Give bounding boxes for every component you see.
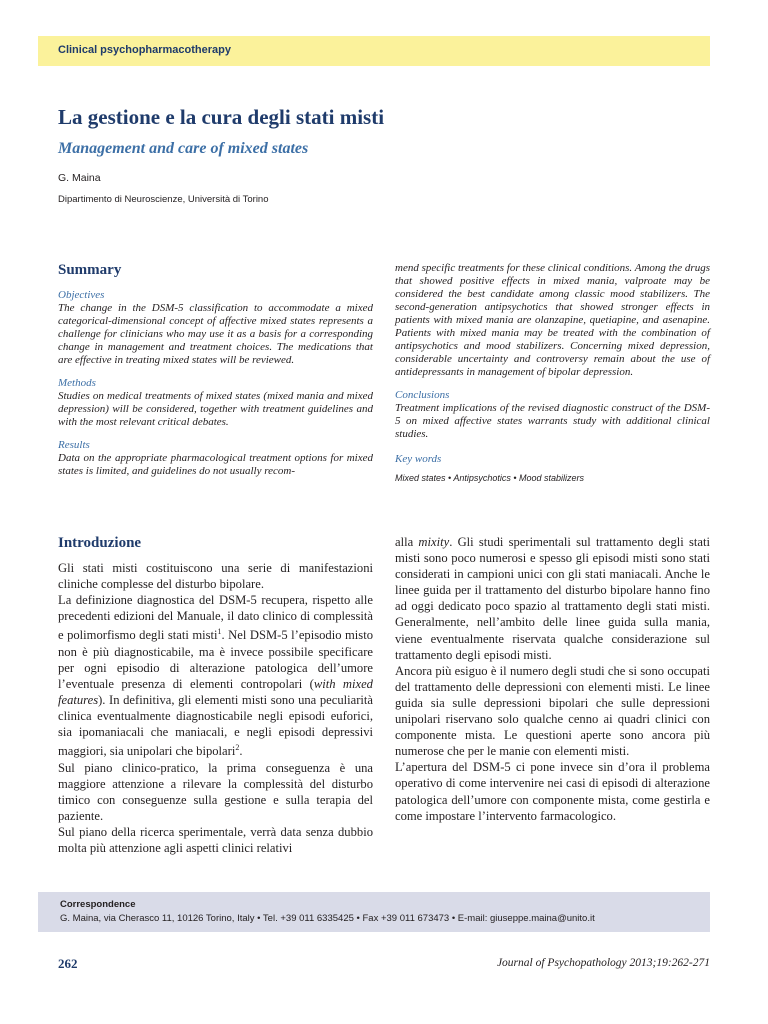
keywords-text: Mixed states • Antipsychotics • Mood stabilizers [395,473,585,483]
correspondence-label: Correspondence [60,899,136,910]
intro-column-left [58,535,373,856]
page-number: 262 [58,956,78,971]
author-name: G. Maina [58,172,101,184]
summary-heading: Summary [58,262,122,278]
intro-p2-text-b: . Nel DSM-5 l’episodio misto non è più diagnosticabile, ma è invece possibile specificare per ogni episodio di alterazione patologica dell’umore l’eventuale presenza di elementi contropolari ( [58,628,373,691]
results-heading: Results [58,439,90,451]
article-title: La gestione e la cura degli stati misti [58,105,385,129]
intro-p5-text-c: . Gli studi sperimentali sul trattamento degli stati misti sono poco numerosi e spesso gli episodi misti sono stati considerati in campioni unici con gli stati maniacali. Anche le linee guida per il trattamento del disturbo bipolare hanno fino ad oggi dedicato poco spazio al trattamento degli stati misti. Generalmente, nell’ambito delle linee guida sulla mania, viene eventualmente riservata qualche considerazione sul trattamento degli episodi misti. [395,535,710,662]
intro-p2-text-d: ). In definitiva, gli elementi misti sono una peculiarità clinica eventualmente diagnosticabile negli episodi euforici, sia ipomaniacali che maniacali, e negli episodi depressivi maggiori, sia unipolari che bipolari [58,692,373,759]
article-subtitle: Management and care of mixed states [58,140,309,157]
methods-heading: Methods [58,377,96,389]
section-header-band [38,36,710,66]
author-affiliation: Dipartimento di Neuroscienze, Università di Torino [58,194,269,205]
section-label: Clinical psychopharmacotherapy [58,44,231,56]
intro-p2-italic: with mixed features [58,676,373,707]
conclusions-heading: Conclusions [395,389,450,401]
intro-p2-text-e: . [239,744,243,759]
summary-column-right [395,262,710,483]
reference-2[interactable]: 2 [235,743,240,753]
correspondence-box [38,892,710,932]
conclusions-text: Treatment implications of the revised diagnostic construct of the DSM-5 on mixed affective states warrants study with additional clinical studies. [395,402,710,440]
journal-citation: Journal of Psychopathology 2013;19:262-271 [496,957,710,969]
correspondence-text: G. Maina, via Cherasco 11, 10126 Torino, Italy • Tel. +39 011 6335425 • Fax +39 011 673473 • E-mail: giuseppe.maina@unito.it [60,913,595,924]
intro-paragraph-1: Gli stati misti costituiscono una serie di manifestazioni cliniche complesse del disturbo bipolare. [58,561,373,592]
results-text-part1: Data on the appropriate pharmacological treatment options for mixed states is limited, and guidelines do not usually recom- [58,452,373,477]
methods-text: Studies on medical treatments of mixed states (mixed mania and mixed depression) will be considered, together with treatment guidelines and with the most relevant critical debates. [58,390,373,428]
intro-paragraph-6: Ancora più esiguo è il numero degli studi che si sono occupati del trattamento delle depressioni con elementi misti. Le linee guida sia sulle depressioni bipolari che sulle depressioni unipolari riservano solo qualche cenno ai quadri clinici con componente mista. Le questioni aperte sono ancora più numerose che per le manie con elementi misti. [395,663,710,759]
summary-column-left [58,262,373,478]
results-text-part2: mend specific treatments for these clinical conditions. Among the drugs that showed positive effects in mixed mania, valproate may be considered the best candidate among classic mood stabilizers. The second-generation antipsychotics that showed stronger effects in patients with mixed mania are olanzapine, quetiapine, and asenapine. Patients with mixed mania may be treated with the combination of antipsychotics and mood stabilizers. Concerning mixed depression, considerable uncertainty and controversy remain about the use of antidepressants in management of bipolar depression. [395,262,710,378]
keywords-heading: Key words [395,453,442,465]
intro-p5-italic: mixity [418,535,450,549]
intro-paragraph-2 [58,592,373,759]
intro-p5-text-a: alla [395,535,419,549]
intro-paragraph-5 [395,534,710,663]
intro-heading: Introduzione [58,535,142,551]
objectives-text: The change in the DSM-5 classification to accommodate a mixed categorical-dimensional concept of affective mixed states represents a challenge for clinicians who may use it as a basis for a corresponding change in management and treatment choices. The medications that are effective in treating mixed states will be reviewed. [58,302,373,366]
intro-paragraph-4: Sul piano della ricerca sperimentale, verrà data senza dubbio molta più attenzione agli aspetti clinici relativi [58,824,373,855]
intro-column-right [395,534,710,824]
objectives-heading: Objectives [58,289,105,301]
reference-1[interactable]: 1 [217,627,222,637]
intro-p2-text-a: La definizione diagnostica del DSM-5 recupera, rispetto alle precedenti edizioni del Manuale, il dato clinico di complessità e polimorfismo degli stati misti [58,593,373,643]
intro-paragraph-3: Sul piano clinico-pratico, la prima conseguenza è una maggiore attenzione a rilevare la complessità del disturbo timico con conseguenze sulla gestione e sulla terapia del paziente. [58,760,373,823]
intro-paragraph-7: L’apertura del DSM-5 ci pone invece sin d’ora il problema operativo di come intervenire nei casi di episodi di alterazione patologica dell’umore con componente mista, come gestirla e come impostare l’intervento farmacologico. [395,760,710,823]
